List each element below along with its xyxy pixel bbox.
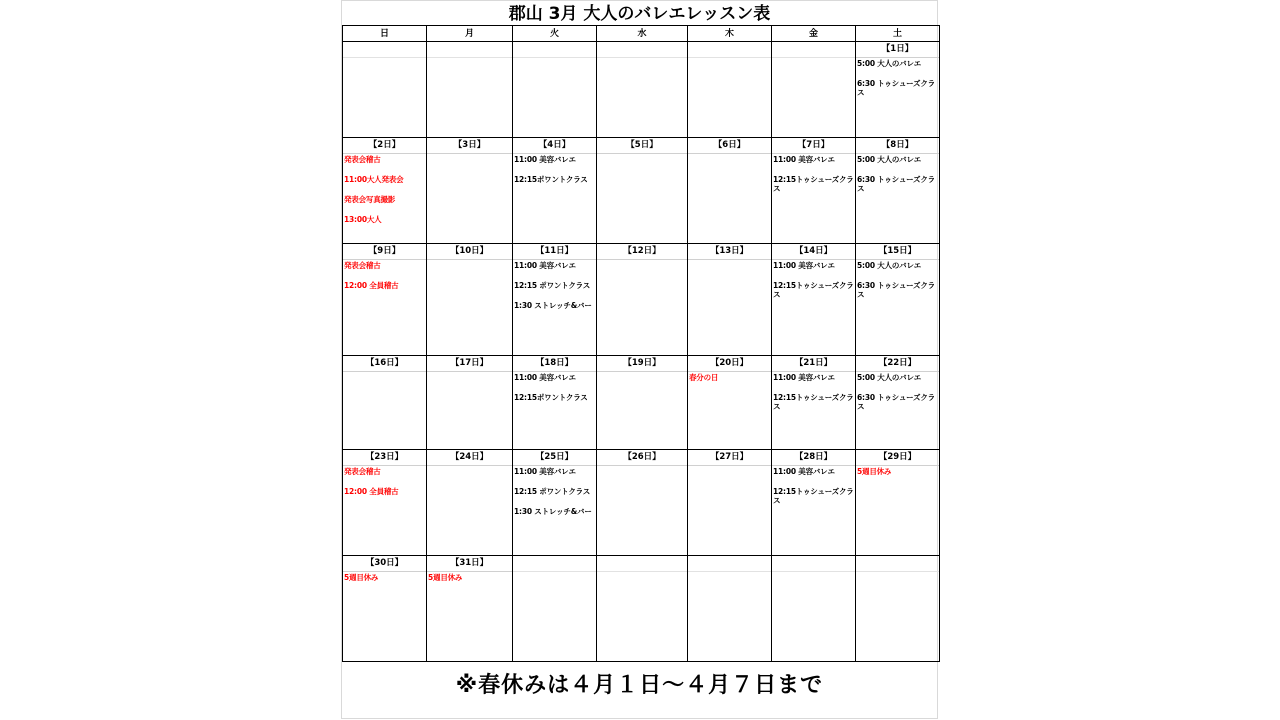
lesson-entry: 12:00 全員稽古: [344, 281, 399, 290]
day-cell: [772, 356, 856, 450]
day-number: 【26日】: [597, 450, 687, 466]
day-number: [513, 556, 596, 572]
lesson-entry: 12:15 ポワントクラス: [514, 487, 591, 496]
lesson-entry: 6:30 トゥシューズクラス: [857, 281, 935, 299]
day-number: 【23日】: [343, 450, 426, 466]
day-cell: [597, 356, 688, 450]
weekday-header-row: [343, 26, 940, 42]
day-number: [772, 556, 855, 572]
lesson-entry: 13:00大人: [344, 215, 382, 224]
day-cell: [856, 244, 940, 356]
day-cell: [772, 42, 856, 138]
lesson-entry: 12:15 ポワントクラス: [514, 281, 591, 290]
day-number: [772, 42, 855, 58]
week-row: [343, 138, 940, 244]
day-number: 【28日】: [772, 450, 855, 466]
day-number: [597, 42, 687, 58]
lesson-entry: 11:00 美容バレエ: [514, 373, 576, 382]
day-number: 【10日】: [427, 244, 512, 260]
day-cell: [772, 556, 856, 662]
weekday-thu: 木: [688, 26, 772, 42]
day-number: 【12日】: [597, 244, 687, 260]
day-number: [343, 42, 426, 58]
lesson-entry: 5:00 大人のバレエ: [857, 373, 922, 382]
week-row: [343, 356, 940, 450]
weekday-sat: 土: [856, 26, 940, 42]
lesson-entry: 6:30 トゥシューズクラス: [857, 79, 935, 97]
week-row: [343, 42, 940, 138]
day-cell: [427, 244, 513, 356]
day-cell: [343, 356, 427, 450]
day-number: 【27日】: [688, 450, 771, 466]
day-cell: [597, 138, 688, 244]
day-cell: [513, 244, 597, 356]
lesson-entry: 1:30 ストレッチ&バー: [514, 507, 592, 516]
day-number: [597, 556, 687, 572]
day-cell: [597, 450, 688, 556]
day-cell: [772, 138, 856, 244]
day-cell: [513, 556, 597, 662]
lesson-entry: 12:15ポワントクラス: [514, 175, 588, 184]
lesson-entry: 5:00 大人のバレエ: [857, 261, 922, 270]
weekday-tue: 火: [513, 26, 597, 42]
day-number: 【25日】: [513, 450, 596, 466]
day-cell: [427, 356, 513, 450]
lesson-entry: 5週目休み: [857, 467, 892, 476]
lesson-entry: 11:00 美容バレエ: [773, 261, 835, 270]
day-number: 【18日】: [513, 356, 596, 372]
day-number: [513, 42, 596, 58]
day-cell: [513, 356, 597, 450]
day-number: 【5日】: [597, 138, 687, 154]
day-number: 【20日】: [688, 356, 771, 372]
day-cell: [772, 450, 856, 556]
lesson-entry: 発表会稽古: [344, 261, 381, 270]
day-number: 【13日】: [688, 244, 771, 260]
lesson-entry: 6:30 トゥシューズクラス: [857, 175, 935, 193]
day-cell: [856, 138, 940, 244]
lesson-entry: 5週目休み: [428, 573, 463, 582]
week-row: [343, 244, 940, 356]
day-number: 【19日】: [597, 356, 687, 372]
day-number: 【16日】: [343, 356, 426, 372]
day-number: 【11日】: [513, 244, 596, 260]
lesson-entry: 11:00 美容バレエ: [514, 261, 576, 270]
day-cell: [856, 42, 940, 138]
lesson-entry: 5:00 大人のバレエ: [857, 59, 922, 68]
lesson-entry: 6:30 トゥシューズクラス: [857, 393, 935, 411]
day-number: [427, 42, 512, 58]
day-number: 【14日】: [772, 244, 855, 260]
day-cell: [343, 450, 427, 556]
spring-break-note: ※春休みは４月１日～４月７日まで: [455, 673, 824, 698]
weekday-wed: 水: [597, 26, 688, 42]
day-cell: [427, 42, 513, 138]
day-number: [688, 556, 771, 572]
day-number: [688, 42, 771, 58]
day-number: 【30日】: [343, 556, 426, 572]
day-number: 【1日】: [856, 42, 939, 58]
day-number: 【4日】: [513, 138, 596, 154]
day-cell: [427, 556, 513, 662]
lesson-entry: 12:15トゥシューズクラス: [773, 281, 854, 299]
day-cell: [343, 244, 427, 356]
day-cell: [343, 42, 427, 138]
day-cell: [427, 138, 513, 244]
page-title: 郡山 3月 大人のバレエレッスン表: [508, 4, 771, 24]
day-cell: [513, 42, 597, 138]
day-cell: [513, 138, 597, 244]
lesson-entry: 12:15トゥシューズクラス: [773, 175, 854, 193]
day-number: [856, 556, 939, 572]
day-number: 【29日】: [856, 450, 939, 466]
lesson-entry: 11:00 美容バレエ: [773, 373, 835, 382]
day-number: 【3日】: [427, 138, 512, 154]
day-cell: [688, 244, 772, 356]
day-cell: [688, 356, 772, 450]
day-cell: [343, 138, 427, 244]
lesson-entry: 1:30 ストレッチ&バー: [514, 301, 592, 310]
calendar-table: [342, 25, 940, 662]
day-cell: [343, 556, 427, 662]
weekday-sun: 日: [343, 26, 427, 42]
day-number: 【21日】: [772, 356, 855, 372]
lesson-entry: 発表会稽古: [344, 155, 381, 164]
lesson-entry: 5:00 大人のバレエ: [857, 155, 922, 164]
day-number: 【7日】: [772, 138, 855, 154]
lesson-entry: 12:15トゥシューズクラス: [773, 393, 854, 411]
day-cell: [856, 450, 940, 556]
day-cell: [688, 138, 772, 244]
day-cell: [597, 556, 688, 662]
lesson-entry: 12:15ポワントクラス: [514, 393, 588, 402]
lesson-entry: 春分の日: [689, 373, 719, 382]
lesson-entry: 5週目休み: [344, 573, 379, 582]
lesson-entry: 12:15トゥシューズクラス: [773, 487, 854, 505]
day-number: 【15日】: [856, 244, 939, 260]
lesson-entry: 11:00大人発表会: [344, 175, 404, 184]
day-number: 【31日】: [427, 556, 512, 572]
day-number: 【6日】: [688, 138, 771, 154]
day-cell: [688, 556, 772, 662]
week-row: [343, 450, 940, 556]
day-cell: [688, 42, 772, 138]
lesson-entry: 11:00 美容バレエ: [514, 467, 576, 476]
lesson-entry: 発表会稽古: [344, 467, 381, 476]
schedule-sheet: [341, 0, 938, 719]
day-number: 【24日】: [427, 450, 512, 466]
calendar-body: [343, 42, 940, 662]
lesson-entry: 12:00 全員稽古: [344, 487, 399, 496]
lesson-entry: 11:00 美容バレエ: [773, 155, 835, 164]
day-number: 【9日】: [343, 244, 426, 260]
lesson-entry: 11:00 美容バレエ: [514, 155, 576, 164]
day-cell: [427, 450, 513, 556]
day-number: 【2日】: [343, 138, 426, 154]
day-cell: [856, 356, 940, 450]
lesson-entry: 11:00 美容バレエ: [773, 467, 835, 476]
week-row: [343, 556, 940, 662]
lesson-entry: 発表会写真撮影: [344, 195, 396, 204]
day-cell: [597, 42, 688, 138]
weekday-mon: 月: [427, 26, 513, 42]
day-cell: [597, 244, 688, 356]
weekday-fri: 金: [772, 26, 856, 42]
day-cell: [856, 556, 940, 662]
day-cell: [513, 450, 597, 556]
day-cell: [688, 450, 772, 556]
day-cell: [772, 244, 856, 356]
day-number: 【22日】: [856, 356, 939, 372]
day-number: 【8日】: [856, 138, 939, 154]
day-number: 【17日】: [427, 356, 512, 372]
